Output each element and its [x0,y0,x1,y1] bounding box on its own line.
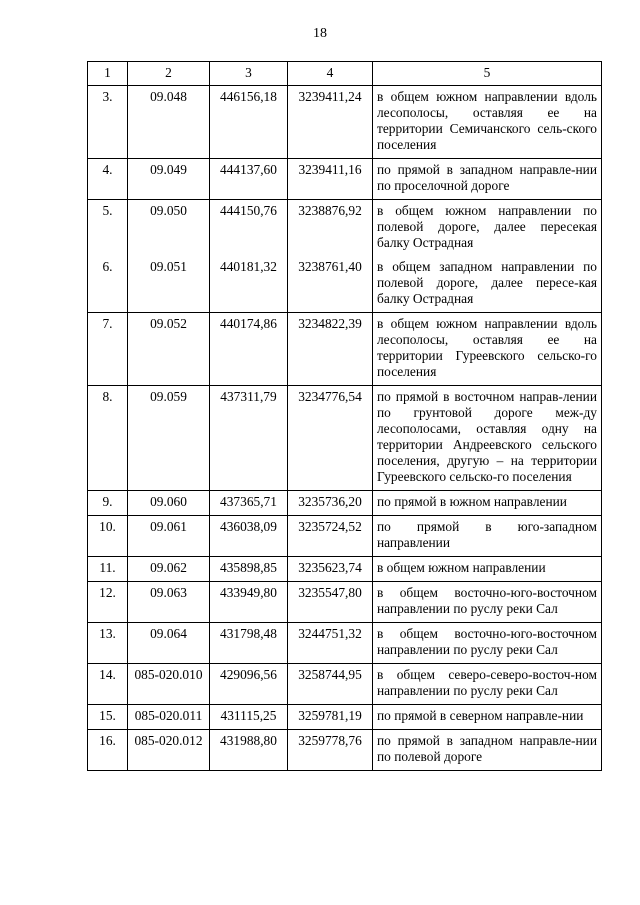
x-coordinate-cell: 431988,80 [210,730,288,771]
row-number-cell: 6. [88,256,128,313]
point-id-cell: 085-020.012 [128,730,210,771]
description-cell: в общем восточно-юго-восточном направлении по руслу реки Сал [373,582,602,623]
x-coordinate-cell: 446156,18 [210,86,288,159]
x-coordinate-cell: 431115,25 [210,705,288,730]
y-coordinate-cell: 3238761,40 [288,256,373,313]
x-coordinate-cell: 436038,09 [210,516,288,557]
point-id-cell: 09.049 [128,159,210,200]
point-id-cell: 09.060 [128,491,210,516]
row-number-cell: 7. [88,313,128,386]
description-cell: по прямой в западном направле-нии по полевой дороге [373,730,602,771]
table-row [88,623,602,664]
table-row [88,664,602,705]
table-row [88,516,602,557]
description-cell: по прямой в восточном направ-лении по грунтовой дороге меж-ду лесополосами, оставляя одну на территории Андреевского сельского поселения, другую – на территории Гуреевского сельско-го поселения [373,386,602,491]
x-coordinate-cell: 440181,32 [210,256,288,313]
y-coordinate-cell: 3239411,24 [288,86,373,159]
table-row [88,730,602,771]
description-cell: в общем западном направлении по полевой дороге, далее пересе-кая балку Острадная [373,256,602,313]
description-cell: в общем южном направлении [373,557,602,582]
description-cell: в общем восточно-юго-восточном направлении по руслу реки Сал [373,623,602,664]
y-coordinate-cell: 3259778,76 [288,730,373,771]
x-coordinate-cell: 433949,80 [210,582,288,623]
y-coordinate-cell: 3244751,32 [288,623,373,664]
table-row [88,200,602,257]
point-id-cell: 085-020.010 [128,664,210,705]
row-number-cell: 10. [88,516,128,557]
row-number-cell: 14. [88,664,128,705]
row-number-cell: 16. [88,730,128,771]
description-cell: в общем северо-северо-восточ-ном направлении по руслу реки Сал [373,664,602,705]
point-id-cell: 09.064 [128,623,210,664]
header-cell: 5 [373,62,602,86]
table-row [88,582,602,623]
point-id-cell: 09.050 [128,200,210,257]
y-coordinate-cell: 3239411,16 [288,159,373,200]
y-coordinate-cell: 3235623,74 [288,557,373,582]
point-id-cell: 09.061 [128,516,210,557]
point-id-cell: 09.062 [128,557,210,582]
header-cell: 2 [128,62,210,86]
x-coordinate-cell: 444137,60 [210,159,288,200]
y-coordinate-cell: 3234822,39 [288,313,373,386]
page-number: 18 [313,26,327,41]
y-coordinate-cell: 3234776,54 [288,386,373,491]
header-cell: 4 [288,62,373,86]
point-id-cell: 085-020.011 [128,705,210,730]
x-coordinate-cell: 435898,85 [210,557,288,582]
row-number-cell: 5. [88,200,128,257]
x-coordinate-cell: 429096,56 [210,664,288,705]
point-id-cell: 09.059 [128,386,210,491]
x-coordinate-cell: 437365,71 [210,491,288,516]
description-cell: в общем южном направлении вдоль лесополосы, оставляя ее на территории Гуреевского сельско-го поселения [373,313,602,386]
table-row [88,491,602,516]
y-coordinate-cell: 3235547,80 [288,582,373,623]
table-body [88,86,602,771]
table-row [88,86,602,159]
point-id-cell: 09.052 [128,313,210,386]
point-id-cell: 09.063 [128,582,210,623]
row-number-cell: 15. [88,705,128,730]
point-id-cell: 09.048 [128,86,210,159]
table-row [88,256,602,313]
y-coordinate-cell: 3235724,52 [288,516,373,557]
row-number-cell: 12. [88,582,128,623]
row-number-cell: 9. [88,491,128,516]
table-row [88,557,602,582]
row-number-cell: 3. [88,86,128,159]
description-cell: по прямой в северном направле-нии [373,705,602,730]
table-row [88,705,602,730]
row-number-cell: 8. [88,386,128,491]
table-header-row [88,62,602,86]
table-row [88,386,602,491]
header-cell: 1 [88,62,128,86]
row-number-cell: 13. [88,623,128,664]
description-cell: по прямой в западном направле-нии по проселочной дороге [373,159,602,200]
x-coordinate-cell: 440174,86 [210,313,288,386]
y-coordinate-cell: 3259781,19 [288,705,373,730]
point-id-cell: 09.051 [128,256,210,313]
description-cell: в общем южном направлении по полевой дороге, далее пересекая балку Острадная [373,200,602,257]
y-coordinate-cell: 3258744,95 [288,664,373,705]
header-cell: 3 [210,62,288,86]
x-coordinate-cell: 431798,48 [210,623,288,664]
row-number-cell: 4. [88,159,128,200]
coordinates-table [87,61,602,771]
x-coordinate-cell: 444150,76 [210,200,288,257]
y-coordinate-cell: 3238876,92 [288,200,373,257]
description-cell: по прямой в юго-западном направлении [373,516,602,557]
description-cell: по прямой в южном направлении [373,491,602,516]
y-coordinate-cell: 3235736,20 [288,491,373,516]
row-number-cell: 11. [88,557,128,582]
table-row [88,313,602,386]
x-coordinate-cell: 437311,79 [210,386,288,491]
description-cell: в общем южном направлении вдоль лесополосы, оставляя ее на территории Семичанского сель-ского поселения [373,86,602,159]
table-row [88,159,602,200]
